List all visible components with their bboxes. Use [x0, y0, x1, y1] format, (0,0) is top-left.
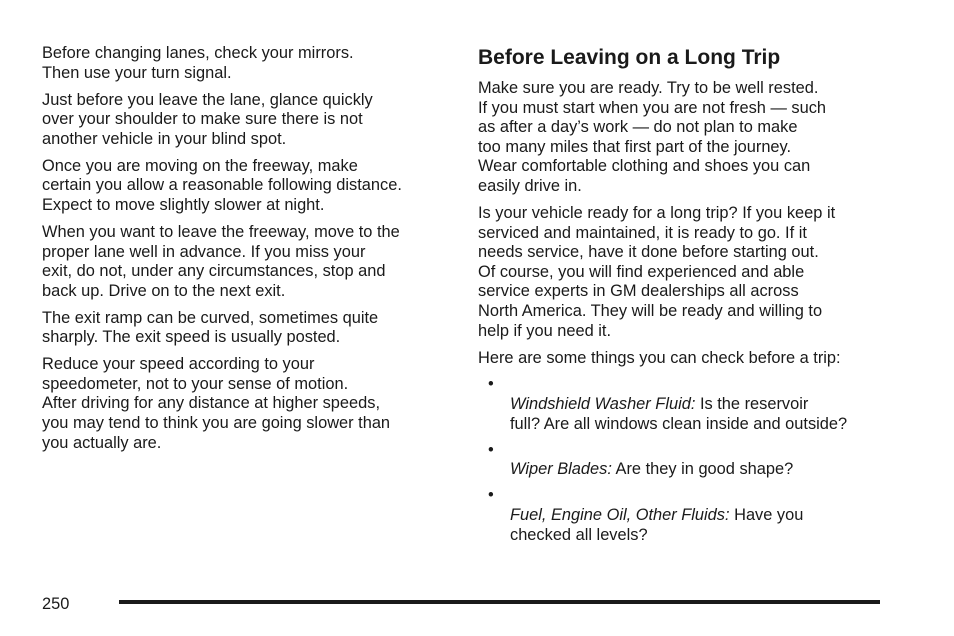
- bullet-icon: •: [488, 440, 494, 459]
- list-item: [478, 441, 898, 480]
- page-number: 250: [42, 595, 70, 613]
- list-item-text: Are they in good shape?: [611, 460, 794, 479]
- list-item-term: Windshield Washer Fluid:: [510, 395, 696, 414]
- paragraph-reduce-speed: Reduce your speed according to your speedometer, not to your sense of motion. After driving for any distance at higher speeds, you may tend to think you are going slower than you actually are.: [42, 355, 391, 452]
- list-item-term: Wiper Blades:: [510, 460, 612, 479]
- paragraph-checklist-intro: Here are some things you can check before a trip:: [478, 348, 841, 367]
- list-item: [478, 486, 898, 545]
- left-column: [42, 44, 452, 461]
- paragraph-be-ready: Make sure you are ready. Try to be well rested. If you must start when you are not fresh — such as after a day’s work — do not plan to make too many miles that first part of the journey. Wear comfortable clothing and shoes you can easily drive in.: [478, 79, 827, 195]
- bullet-icon: •: [488, 486, 494, 505]
- bullet-icon: •: [488, 375, 494, 394]
- paragraph-blind-spot: Just before you leave the lane, glance quickly over your shoulder to make sure there is not another vehicle in your blind spot.: [42, 90, 373, 148]
- right-column: [478, 45, 898, 552]
- paragraph-leave-freeway: When you want to leave the freeway, move to the proper lane well in advance. If you miss your exit, do not, under any circumstances, stop and back up. Drive on to the next exit.: [42, 222, 400, 300]
- footer-rule: [119, 600, 880, 604]
- paragraph-check-mirrors: Before changing lanes, check your mirrors. Then use your turn signal.: [42, 44, 354, 82]
- list-item-text: Is the reservoir full? Are all windows clean inside and outside?: [510, 395, 848, 433]
- section-heading: Before Leaving on a Long Trip: [478, 46, 781, 69]
- list-item: [478, 375, 898, 434]
- paragraph-vehicle-ready: Is your vehicle ready for a long trip? If you keep it serviced and maintained, it is ready to go. If it needs service, have it done before starting out. Of course, you will find experienced and able service experts in GM dealerships all across North America. They will be ready and willing to help if you need it.: [478, 203, 836, 340]
- list-item-text: Have you checked all levels?: [510, 506, 804, 544]
- checklist: [478, 375, 898, 545]
- paragraph-exit-ramp: The exit ramp can be curved, sometimes quite sharply. The exit speed is usually posted.: [42, 308, 379, 347]
- paragraph-following-distance: Once you are moving on the freeway, make certain you allow a reasonable following distance. Expect to move slightly slower at night.: [42, 156, 402, 214]
- list-item-term: Fuel, Engine Oil, Other Fluids:: [510, 506, 730, 525]
